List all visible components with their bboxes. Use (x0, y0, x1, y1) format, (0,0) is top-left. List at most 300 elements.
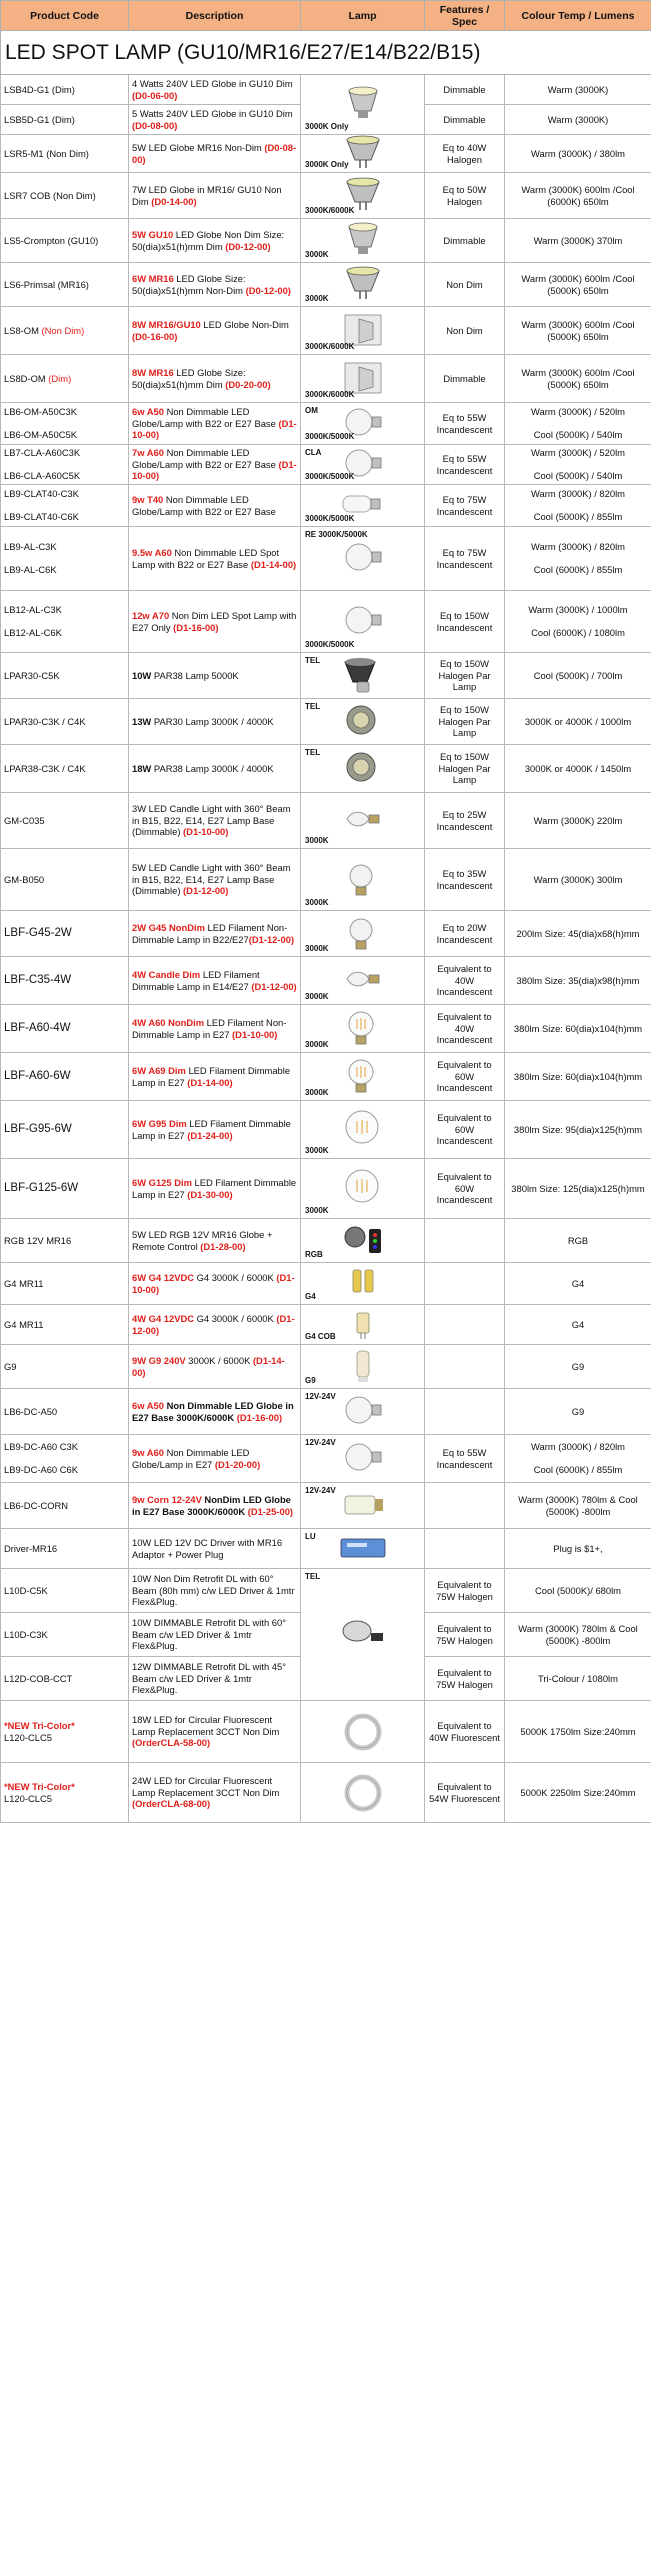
lamp-brand-label: 12V-24V (305, 1392, 336, 1401)
product-code-text: LPAR38-C3K / C4K (4, 762, 86, 774)
description-segment: Non Dimmable LED Globe/Lamp with B22 or E27 Base (132, 494, 276, 517)
description-segment: 5W LED RGB 12V MR16 Globe + Remote Control (132, 1229, 273, 1252)
product-code (1, 1763, 129, 1823)
description (129, 1701, 301, 1763)
lamp-image (301, 1005, 425, 1053)
product-code (1, 1657, 129, 1701)
product-code-text: LB9-CLAT40-C3K LB9-CLAT40-C6K (4, 488, 79, 523)
features-spec: Non Dim (425, 307, 505, 355)
product-code (1, 793, 129, 849)
lamp-image (301, 1435, 425, 1483)
lamp-colour-label: G9 (305, 1375, 316, 1385)
table-row (1, 307, 651, 355)
product-code (1, 1345, 129, 1389)
product-code-text: GM-B050 (4, 873, 45, 885)
colour-temp: Warm (3000K) 600lm /Cool (6000K) 650lm (505, 173, 651, 219)
table-row (1, 745, 651, 793)
colour-temp: Warm (3000K) / 380lm (505, 135, 651, 173)
colour-temp: Plug is $1+, (505, 1529, 651, 1569)
description (129, 173, 301, 219)
product-code-text: LPAR30-C5K (4, 669, 60, 681)
description-segment: LED Globe Size: 50(dia)x51(h)mm Non-Dim (132, 273, 246, 296)
features-spec (425, 1345, 505, 1389)
description-segment: Non Dimmable LED Globe/Lamp with B22 or E27 Base (132, 406, 279, 429)
product-code (1, 591, 129, 653)
product-code (1, 135, 129, 173)
colour-temp: Warm (3000K) / 1000lm Cool (6000K) / 1080lm (505, 591, 651, 653)
description-segment: (D1-10-00) (183, 826, 229, 838)
colour-temp: Warm (3000K) / 520lm Cool (5000K) / 540lm (505, 445, 651, 485)
colour-temp: 3000K or 4000K / 1450lm (505, 745, 651, 793)
features-spec (425, 1483, 505, 1529)
description-segment: 5W LED Globe MR16 Non-Dim (132, 142, 265, 153)
description-segment: Non Dimmable LED Spot Lamp with B22 or E27 Base (132, 547, 280, 570)
filament-a60-icon (335, 1009, 391, 1049)
features-spec: Eq to 55W Incandescent (425, 445, 505, 485)
colour-temp: G4 (505, 1263, 651, 1305)
description-segment: LED Globe Non Dim Size: 50(dia)x51(h)mm Dim (132, 229, 285, 252)
product-code-text: LBF-G45-2W (4, 926, 72, 939)
table-row (1, 591, 651, 653)
description-segment: 3000K / 6000K (185, 1355, 253, 1366)
features-spec (425, 1529, 505, 1569)
lamp-image (301, 1569, 425, 1701)
description-segment: LED Globe Non-Dim (200, 319, 289, 330)
product-code-text: L120-CLC5 (4, 1731, 52, 1743)
description-segment: LED Globe Size: 50(dia)x51(h)mm Dim (132, 367, 246, 390)
description (129, 1053, 301, 1101)
product-code-text: LB12-AL-C3K LB12-AL-C6K (4, 604, 62, 639)
description-segment: Non Dimmable LED Globe/Lamp with B22 or E27 Base (132, 447, 279, 470)
colour-temp: Warm (3000K) 780lm & Cool (5000K) -800lm (505, 1613, 651, 1657)
product-code-text: LSB4D-G1 (Dim) (4, 83, 75, 95)
product-code-text: LBF-C35-4W (4, 973, 72, 986)
lamp-colour-label: 3000K (305, 293, 329, 303)
description-segment: (OrderCLA-68-00) (132, 1798, 211, 1810)
features-spec: Dimmable (425, 355, 505, 403)
description-segment: PAR38 Lamp 5000K (151, 669, 239, 681)
description (129, 1219, 301, 1263)
description-segment: G4 3000K / 6000K (194, 1272, 277, 1283)
product-code-text: LS5-Crompton (GU10) (4, 234, 99, 246)
colour-temp: Cool (5000K)/ 680lm (505, 1569, 651, 1613)
product-code-text: LB6-DC-CORN (4, 1499, 69, 1511)
description (129, 1569, 301, 1613)
description (129, 849, 301, 911)
lamp-colour-label: 3000K (305, 991, 329, 1001)
description-segment: 4W G4 12VDC (132, 1313, 194, 1324)
features-spec: Eq to 150W Incandescent (425, 591, 505, 653)
product-code (1, 1263, 129, 1305)
lamp-image (301, 135, 425, 173)
table-row (1, 793, 651, 849)
table-row (1, 355, 651, 403)
table-row (1, 135, 651, 173)
product-code (1, 745, 129, 793)
lamp-colour-label: G4 COB (305, 1331, 336, 1341)
description-segment: 7W LED Globe in MR16/ GU10 Non Dim (132, 184, 282, 207)
candle-icon (335, 801, 391, 841)
lamp-brand-label: TEL (305, 748, 321, 757)
description-segment: 10W LED 12V DC Driver with MR16 Adaptor + Power Plug (132, 1537, 283, 1560)
table-row (1, 1435, 651, 1483)
colour-temp: Warm (3000K) / 520lm Cool (5000K) / 540lm (505, 403, 651, 445)
product-code (1, 1053, 129, 1101)
section-title-row (1, 31, 651, 75)
table-row (1, 1701, 651, 1763)
lamp-colour-label: 3000K (305, 249, 329, 259)
product-code-text: LB9-DC-A60 C3K LB9-DC-A60 C6K (4, 1441, 78, 1476)
table-row (1, 1569, 651, 1613)
product-code (1, 957, 129, 1005)
description-segment: 6W G125 Dim (132, 1177, 192, 1188)
product-code-text: L10D-C5K (4, 1584, 48, 1596)
features-spec: Dimmable (425, 75, 505, 105)
features-spec: Eq to 20W Incandescent (425, 911, 505, 957)
colour-temp: Warm (3000K) 780lm & Cool (5000K) -800lm (505, 1483, 651, 1529)
features-spec: Eq to 35W Incandescent (425, 849, 505, 911)
features-spec: Equivalent to 60W Incandescent (425, 1053, 505, 1101)
header-colour: Colour Temp / Lumens (505, 1, 651, 31)
description (129, 105, 301, 135)
description-segment: 9w Corn 12-24V (132, 1494, 202, 1505)
product-code (1, 849, 129, 911)
lamp-image (301, 1763, 425, 1823)
product-code (1, 75, 129, 105)
lamp-brand-label: 12V-24V (305, 1438, 336, 1447)
product-code (1, 1483, 129, 1529)
table-row (1, 1763, 651, 1823)
product-code-dim-tag: (Dim) (48, 372, 72, 384)
lamp-image (301, 527, 425, 591)
product-code (1, 403, 129, 445)
colour-temp: 380lm Size: 35(dia)x98(h)mm (505, 957, 651, 1005)
description-segment: (D1-12-00) (248, 933, 295, 945)
description-segment: (D1-12-00) (183, 885, 229, 897)
lamp-colour-label: RGB (305, 1249, 323, 1259)
lamp-brand-label: 12V-24V (305, 1486, 336, 1495)
description-segment: 10W DIMMABLE Retrofit DL with 60° Beam c/w LED Driver & 1mtr Flex&Plug. (132, 1617, 286, 1652)
product-code-text: LPAR30-C3K / C4K (4, 715, 86, 727)
description (129, 1613, 301, 1657)
par-grey-icon (335, 749, 391, 789)
lamp-colour-label: 3000K/5000K (305, 471, 355, 481)
description-segment: 4W Candle Dim (132, 969, 201, 980)
table-row (1, 527, 651, 591)
lamp-image (301, 1263, 425, 1305)
section-title: LED SPOT LAMP (GU10/MR16/E27/E14/B22/B15) (1, 31, 651, 75)
product-code-text: LBF-G125-6W (4, 1181, 79, 1194)
product-code (1, 1101, 129, 1159)
product-code (1, 445, 129, 485)
product-code (1, 1389, 129, 1435)
colour-temp: Warm (3000K) (505, 105, 651, 135)
features-spec (425, 1305, 505, 1345)
table-row (1, 1219, 651, 1263)
lamp-image (301, 445, 425, 485)
lamp-image (301, 699, 425, 745)
features-spec: Eq to 50W Halogen (425, 173, 505, 219)
description-segment: G4 3000K / 6000K (194, 1313, 277, 1324)
colour-temp: G9 (505, 1389, 651, 1435)
table-row (1, 1263, 651, 1305)
description-segment: (D0-06-00) (132, 89, 178, 101)
product-code-text: LBF-G95-6W (4, 1122, 72, 1135)
product-code (1, 653, 129, 699)
description (129, 1159, 301, 1219)
header-product-code: Product Code (1, 1, 129, 31)
colour-temp: Warm (3000K) 300lm (505, 849, 651, 911)
description (129, 745, 301, 793)
description-segment: NonDim LED Globe in E27 Base 3000K/6000K (132, 1494, 291, 1517)
lamp-image (301, 355, 425, 403)
table-row (1, 653, 651, 699)
description-segment: (OrderCLA-58-00) (132, 1737, 211, 1749)
lamp-brand-label: TEL (305, 656, 321, 665)
product-code (1, 1613, 129, 1657)
features-spec: Eq to 55W Incandescent (425, 403, 505, 445)
product-code-text: Driver-MR16 (4, 1542, 58, 1554)
description (129, 1389, 301, 1435)
features-spec: Equivalent to 75W Halogen (425, 1613, 505, 1657)
product-code-text: L10D-C3K (4, 1628, 48, 1640)
features-spec (425, 1263, 505, 1305)
colour-temp: Tri-Colour / 1080lm (505, 1657, 651, 1701)
features-spec: Eq to 75W Incandescent (425, 527, 505, 591)
colour-temp: Warm (3000K) 600lm /Cool (5000K) 650lm (505, 355, 651, 403)
description-segment: 10W (132, 669, 152, 681)
table-row (1, 485, 651, 527)
description (129, 527, 301, 591)
description (129, 1763, 301, 1823)
lamp-image (301, 1053, 425, 1101)
par-icon (335, 656, 391, 696)
description (129, 263, 301, 307)
colour-temp: Warm (3000K) 220lm (505, 793, 651, 849)
description-segment: Non Dimmable LED Globe/Lamp in E27 (132, 1447, 250, 1470)
colour-temp: Warm (3000K) / 820lm Cool (5000K) / 855lm (505, 485, 651, 527)
product-code (1, 219, 129, 263)
product-code-text: G4 MR11 (4, 1318, 44, 1330)
colour-temp: Warm (3000K) 600lm /Cool (5000K) 650lm (505, 307, 651, 355)
lamp-colour-label: 3000K (305, 1087, 329, 1097)
product-code (1, 355, 129, 403)
a60-icon (335, 539, 391, 579)
corn-icon (335, 1486, 391, 1526)
lamp-colour-label: 3000K (305, 1039, 329, 1049)
description-segment: (D0-16-00) (132, 330, 178, 342)
new-badge: *NEW Tri-Color* (4, 1781, 75, 1792)
description-segment: 6W G95 Dim (132, 1118, 187, 1129)
description-segment: LED Filament Dimmable Lamp in E27 (132, 1118, 291, 1141)
new-badge: *NEW Tri-Color* (4, 1720, 75, 1731)
product-code-text: LBF-A60-4W (4, 1021, 71, 1034)
description-segment: (D1-28-00) (200, 1240, 246, 1252)
filament-globe-icon (335, 1169, 391, 1209)
colour-temp: Cool (5000K) / 700lm (505, 653, 651, 699)
table-row (1, 911, 651, 957)
round-icon (335, 860, 391, 900)
product-code (1, 1305, 129, 1345)
table-row (1, 445, 651, 485)
a60-icon (335, 1439, 391, 1479)
features-spec: Eq to 40W Halogen (425, 135, 505, 173)
colour-temp: 380lm Size: 95(dia)x125(h)mm (505, 1101, 651, 1159)
description (129, 1101, 301, 1159)
lamp-image (301, 403, 425, 445)
description (129, 591, 301, 653)
description-segment: PAR30 Lamp 3000K / 4000K (151, 715, 274, 727)
description-segment: Non Dimmable LED Globe in E27 Base 3000K/6000K (132, 1400, 294, 1423)
colour-temp: Warm (3000K) / 820lm Cool (6000K) / 855lm (505, 1435, 651, 1483)
features-spec: Eq to 25W Incandescent (425, 793, 505, 849)
gu10-grey-icon (335, 221, 391, 261)
description (129, 307, 301, 355)
description-segment: Non Dim LED Spot Lamp with E27 Only (132, 610, 297, 633)
product-code-text: GM-C035 (4, 814, 45, 826)
description-segment: 5W GU10 (132, 229, 174, 240)
description (129, 1483, 301, 1529)
description-segment: 18W LED for Circular Fluorescent Lamp Replacement 3CCT Non Dim (132, 1714, 280, 1737)
colour-temp: G9 (505, 1345, 651, 1389)
table-row (1, 1305, 651, 1345)
filament-round-icon (335, 914, 391, 954)
features-spec: Equivalent to 60W Incandescent (425, 1101, 505, 1159)
description-segment: 6w A50 (132, 406, 164, 418)
product-code (1, 307, 129, 355)
product-code-text: LB6-DC-A50 (4, 1405, 58, 1417)
colour-temp: Warm (3000K) 600lm /Cool (5000K) 650lm (505, 263, 651, 307)
features-spec: Equivalent to 54W Fluorescent (425, 1763, 505, 1823)
product-code-text: RGB 12V MR16 (4, 1234, 72, 1246)
lamp-image (301, 653, 425, 699)
colour-temp: 380lm Size: 60(dia)x104(h)mm (505, 1053, 651, 1101)
colour-temp: 5000K 2250lm Size:240mm (505, 1763, 651, 1823)
table-row (1, 1159, 651, 1219)
lamp-image (301, 793, 425, 849)
colour-temp: 5000K 1750lm Size:240mm (505, 1701, 651, 1763)
product-code-text: LSR7 COB (Non Dim) (4, 189, 96, 201)
product-code-text: G4 MR11 (4, 1277, 44, 1289)
lamp-colour-label: 3000K (305, 835, 329, 845)
lamp-image (301, 1305, 425, 1345)
ring-icon (335, 1712, 391, 1752)
driver-icon (335, 1529, 391, 1569)
product-code-text: LB6-OM-A50C3K LB6-OM-A50C5K (4, 406, 77, 441)
product-code (1, 699, 129, 745)
table-row (1, 1389, 651, 1435)
colour-temp: G4 (505, 1305, 651, 1345)
description-segment: PAR38 Lamp 3000K / 4000K (151, 762, 274, 774)
description (129, 1657, 301, 1701)
description (129, 403, 301, 445)
table-row (1, 699, 651, 745)
description-segment: (D0-14-00) (151, 195, 197, 207)
description-segment: 9w A60 (132, 1447, 164, 1458)
description (129, 445, 301, 485)
product-code (1, 1529, 129, 1569)
description-segment: 6W MR16 (132, 273, 174, 284)
lamp-image (301, 1701, 425, 1763)
product-code (1, 1569, 129, 1613)
description-segment: (D1-24-00) (187, 1129, 233, 1141)
description-segment: 6w A50 (132, 1400, 164, 1411)
description-segment: LED Filament Non-Dimmable Lamp in E27 (132, 1017, 287, 1040)
product-code-text: G9 (4, 1360, 17, 1372)
description-segment: (D0-08-00) (132, 142, 297, 165)
description-segment: 24W LED for Circular Fluorescent Lamp Replacement 3CCT Non Dim (132, 1775, 280, 1798)
lamp-colour-label: 3000K (305, 1205, 329, 1215)
colour-temp: 3000K or 4000K / 1000lm (505, 699, 651, 745)
header-features: Features / Spec (425, 1, 505, 31)
lamp-image (301, 219, 425, 263)
product-code-text: LS8-OM (4, 324, 42, 336)
a50-icon (335, 1392, 391, 1432)
rgb-icon (335, 1221, 391, 1261)
lamp-image (301, 1389, 425, 1435)
description-segment: LED Filament Non-Dimmable Lamp in B22/E27 (132, 922, 288, 945)
description-segment: 12W DIMMABLE Retrofit DL with 45° Beam c/w LED Driver & 1mtr Flex&Plug. (132, 1661, 286, 1696)
features-spec: Eq to 150W Halogen Par Lamp (425, 745, 505, 793)
description (129, 1305, 301, 1345)
description-segment: (D1-14-00) (187, 1076, 233, 1088)
description-segment: 5 Watts 240V LED Globe in GU10 Dim (132, 108, 293, 119)
lamp-image (301, 1219, 425, 1263)
par-grey-icon (335, 702, 391, 742)
product-code-text: LS6-Primsal (MR16) (4, 278, 89, 290)
table-row (1, 1483, 651, 1529)
features-spec: Eq to 150W Halogen Par Lamp (425, 653, 505, 699)
lamp-colour-label: 3000K (305, 897, 329, 907)
lamp-colour-label: 3000K/5000K (305, 431, 355, 441)
description (129, 957, 301, 1005)
lamp-image (301, 957, 425, 1005)
product-code (1, 105, 129, 135)
lamp-image (301, 1483, 425, 1529)
features-spec: Dimmable (425, 105, 505, 135)
lamp-brand-label: LU (305, 1532, 316, 1541)
g9-icon (335, 1347, 391, 1387)
colour-temp: Warm (3000K) (505, 75, 651, 105)
description (129, 485, 301, 527)
lamp-image (301, 75, 425, 135)
description (129, 75, 301, 105)
filament-a60-icon (335, 1057, 391, 1097)
filament-globe-icon (335, 1110, 391, 1150)
description-segment: LED Filament Dimmable Lamp in E27 (132, 1065, 291, 1088)
product-code (1, 485, 129, 527)
description-segment: 8W MR16 (132, 367, 174, 378)
gu10-icon (335, 85, 391, 125)
lamp-brand-label: TEL (305, 1572, 321, 1581)
table-row (1, 1345, 651, 1389)
colour-temp: Warm (3000K) 370lm (505, 219, 651, 263)
description (129, 1263, 301, 1305)
lamp-image (301, 1159, 425, 1219)
colour-temp: RGB (505, 1219, 651, 1263)
description-segment: (D0-12-00) (225, 240, 271, 252)
lamp-image (301, 591, 425, 653)
features-spec: Non Dim (425, 263, 505, 307)
description-segment: 4W A60 NonDim (132, 1017, 205, 1028)
table-row (1, 1529, 651, 1569)
description-segment: (D1-10-00) (132, 458, 297, 482)
description-segment: 18W (132, 762, 152, 774)
table-row (1, 957, 651, 1005)
features-spec: Equivalent to 60W Incandescent (425, 1159, 505, 1219)
product-code (1, 1435, 129, 1483)
lamp-image (301, 1345, 425, 1389)
